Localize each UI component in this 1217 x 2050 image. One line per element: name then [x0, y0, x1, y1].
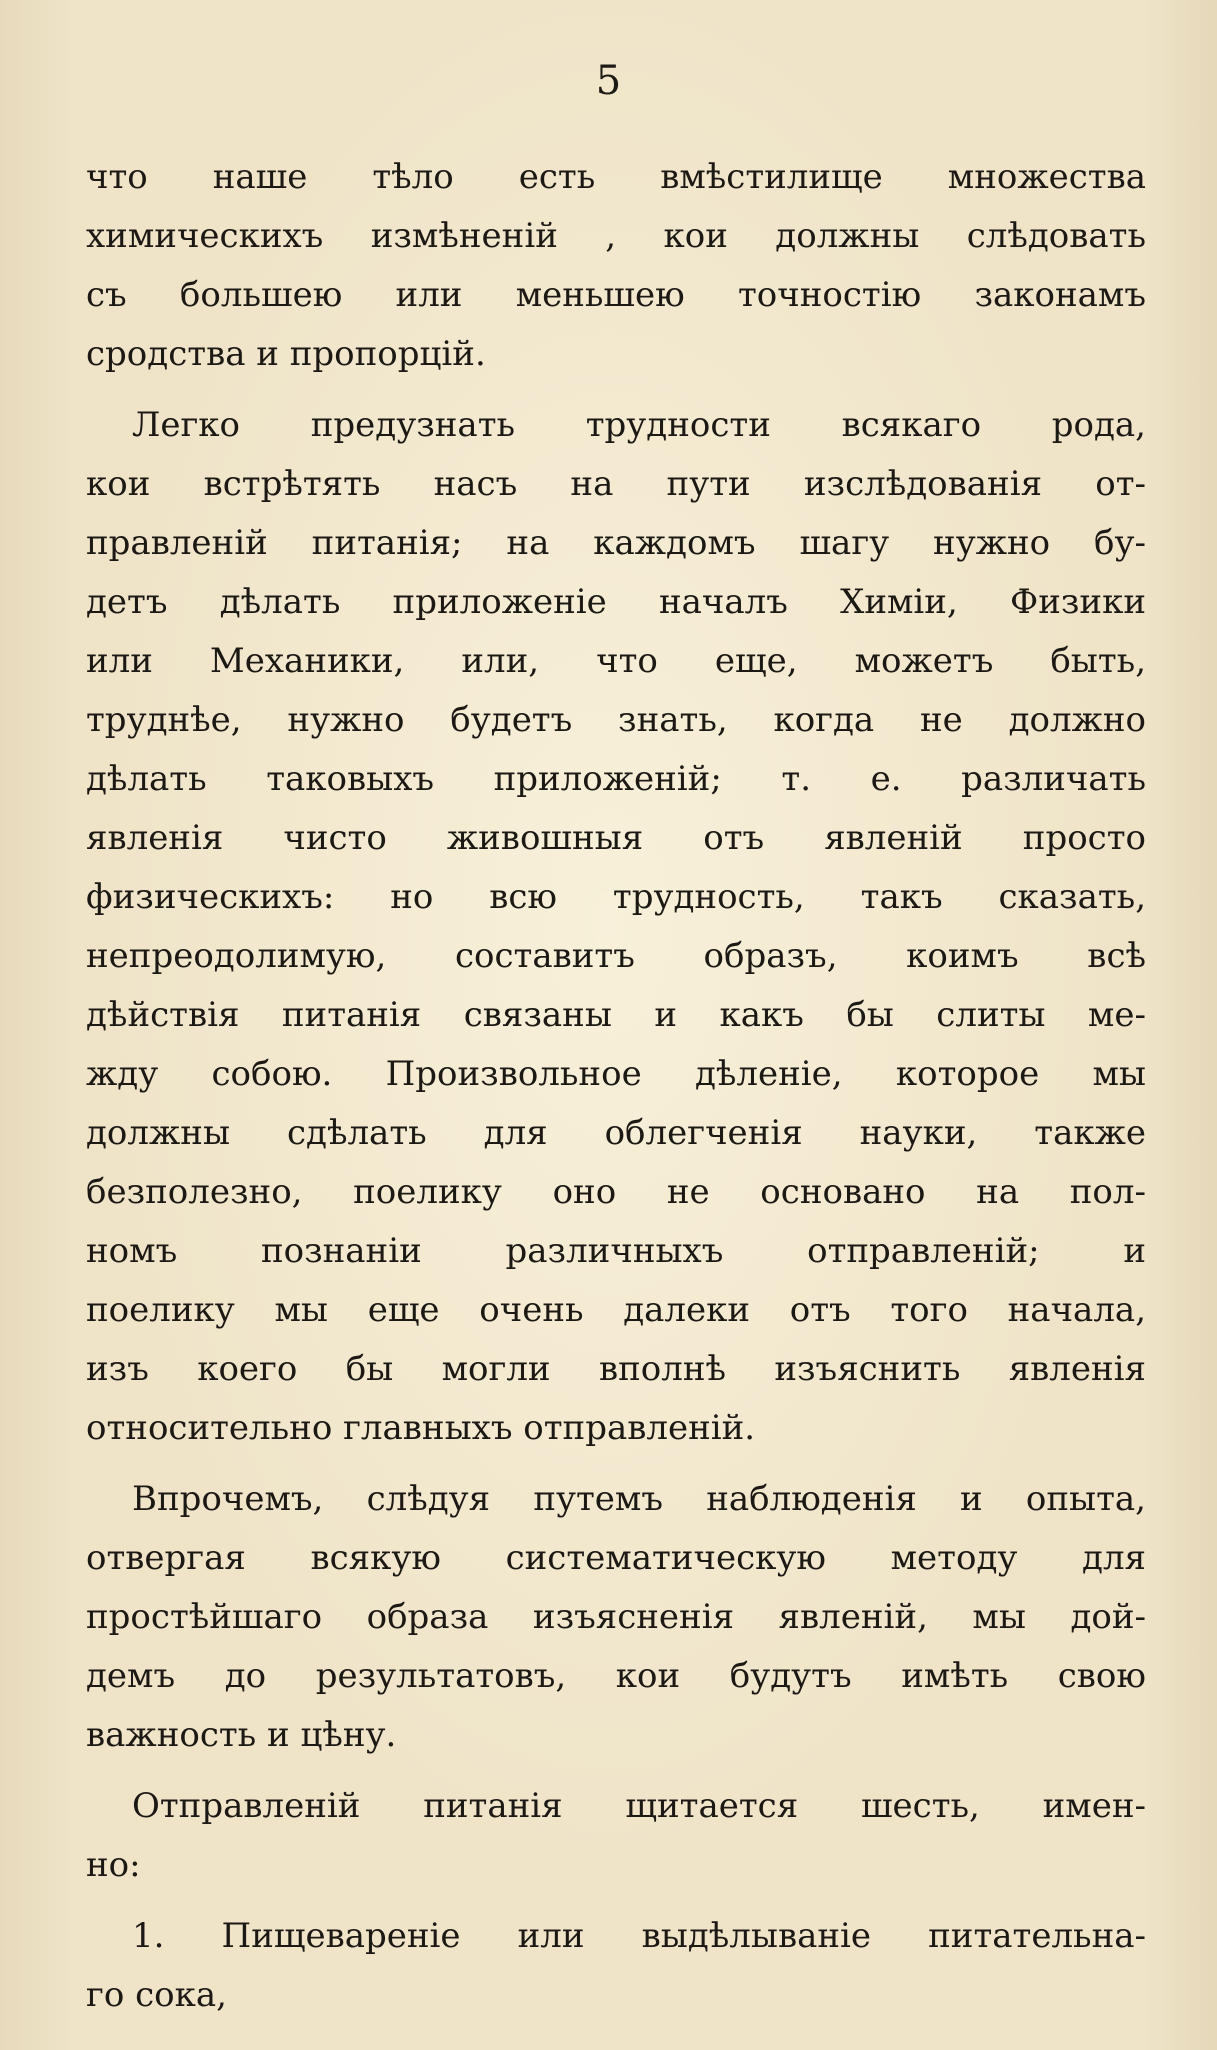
paragraph-2	[86, 396, 1146, 1458]
text-line: детъ дѣлать приложеніе началъ Химіи, Физики	[86, 582, 1146, 622]
page-number: 5	[595, 58, 622, 104]
text-line: правленій питанія; на каждомъ шагу нужно бу-	[86, 523, 1146, 563]
paragraph-3	[86, 1470, 1146, 1765]
text-line: жду собою. Произвольное дѣленіе, которое мы	[86, 1054, 1146, 1094]
body-text	[86, 148, 1146, 2025]
text-line: го сока,	[86, 1975, 227, 2015]
text-line: непреодолимую, составитъ образъ, коимъ всѣ	[86, 936, 1146, 976]
text-line: номъ познаніи различныхъ отправленій; и	[86, 1231, 1146, 1271]
paragraph-1	[86, 148, 1146, 384]
text-line: но:	[86, 1845, 141, 1885]
text-line: относительно главныхъ отправленій.	[86, 1408, 756, 1448]
text-line: поелику мы еще очень далеки отъ того начала,	[86, 1290, 1146, 1330]
text-line: съ большею или меньшею точностію законамъ	[86, 275, 1146, 315]
text-line: Впрочемъ, слѣдуя путемъ наблюденія и опыта,	[132, 1479, 1146, 1519]
text-line: сродства и пропорцій.	[86, 334, 486, 374]
paragraph-5	[86, 1907, 1146, 2025]
text-line: отвергая всякую систематическую методу для	[86, 1538, 1146, 1578]
text-line: Отправленій питанія щитается шесть, имен-	[132, 1786, 1146, 1826]
text-line: дѣлать таковыхъ приложеній; т. е. различать	[86, 759, 1146, 799]
text-line: труднѣе, нужно будетъ знать, когда не должно	[86, 700, 1146, 740]
text-line: должны сдѣлать для облегченія науки, также	[86, 1113, 1146, 1153]
text-line: химическихъ измѣненій , кои должны слѣдовать	[86, 216, 1146, 256]
paragraph-4	[86, 1777, 1146, 1895]
text-line: или Механики, или, что еще, можетъ быть,	[86, 641, 1146, 681]
text-line: дѣйствія питанія связаны и какъ бы слиты ме-	[86, 995, 1146, 1035]
text-line: важность и цѣну.	[86, 1715, 397, 1755]
text-line: Легко предузнать трудности всякаго рода,	[132, 405, 1146, 445]
text-line: физическихъ: но всю трудность, такъ сказать,	[86, 877, 1146, 917]
text-line: что наше тѣло есть вмѣстилище множества	[86, 157, 1146, 197]
text-line: кои встрѣтять насъ на пути изслѣдованія от-	[86, 464, 1146, 504]
text-line: безполезно, поелику оно не основано на пол-	[86, 1172, 1146, 1212]
text-line: явленія чисто живошныя отъ явленій просто	[86, 818, 1146, 858]
text-line: 1. Пищевареніе или выдѣлываніе питательна-	[132, 1916, 1146, 1956]
text-line: простѣйшаго образа изъясненія явленій, мы дой-	[86, 1597, 1146, 1637]
text-line: демъ до результатовъ, кои будутъ имѣть свою	[86, 1656, 1146, 1696]
text-line: изъ коего бы могли вполнѣ изъяснить явленія	[86, 1349, 1146, 1389]
